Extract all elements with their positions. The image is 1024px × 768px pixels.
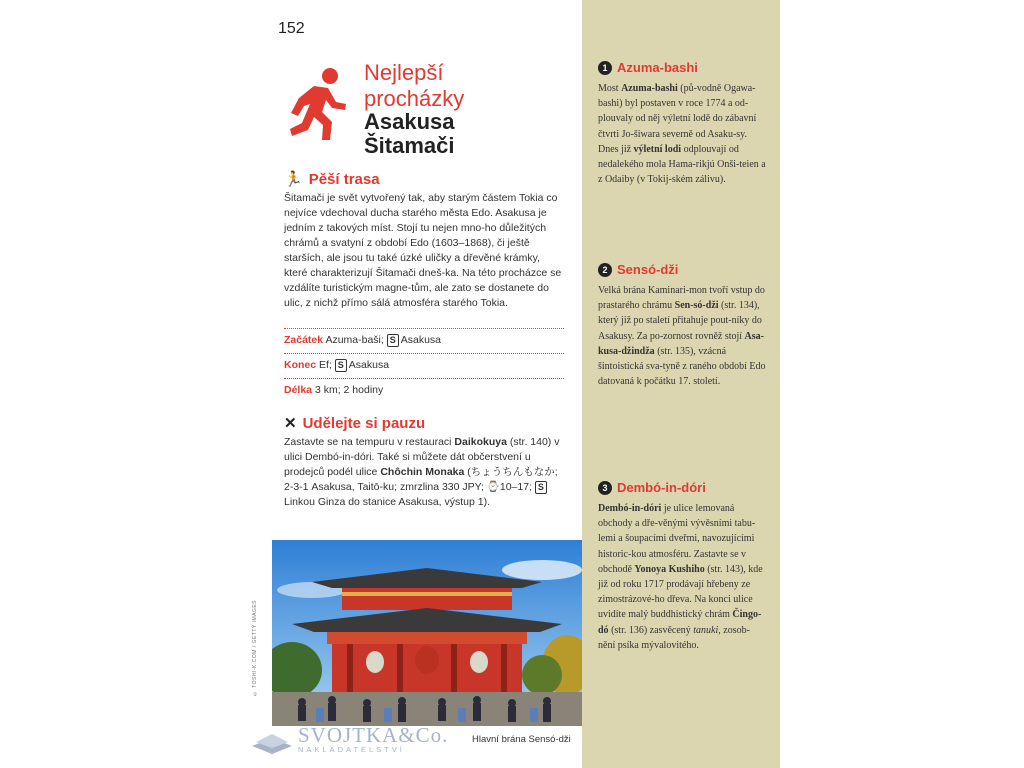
break-section-title <box>284 414 425 432</box>
stop-3-text-part: je ulice lemovaná obchody a dře-věnými vývěsními tabu-lemi a šoupacími dveřmi, navozujícími historic-kou atmosféru. Zastavte se v obchodě <box>598 503 756 575</box>
stop-2-text-part: (str. 134), který již po staletí přitahuje pout-níky do Asakusy. Za po-zornost rovněž stojí <box>598 300 762 342</box>
header-category-line2: procházky <box>364 86 465 111</box>
stop-3-text-part: (str. 136) zasvěcený <box>608 624 694 636</box>
stop-number-badge: 3 <box>598 481 612 495</box>
stop-3-bold: Dembó-in-dóri <box>598 503 662 514</box>
break-text-2: (str. 140) v ulici Dembó-in-dóri. Také si můžete dát občerstvení u prodejců podél ulice <box>284 436 560 478</box>
break-text-1: Zastavte se na tempuru v restauraci <box>284 436 452 448</box>
break-text-3: (ちょうちんもなか; 2-3-1 Asakusa, Taitō-ku; zmrzlina 330 JPY; ⌚10–17; <box>284 466 558 493</box>
walking-person-icon <box>284 66 350 142</box>
stop-3-bold: Yonoya Kushiho <box>634 563 705 575</box>
stop-3-title-text: Dembó-in-dóri <box>617 480 706 495</box>
page-number: 152 <box>278 20 305 37</box>
station-icon: S <box>535 481 547 494</box>
end-value: Ef; <box>319 359 332 371</box>
stop-2-text-part: Velká brána Kaminari-mon tvoří vstup do prastarého chrámu <box>598 285 765 312</box>
stop-2-title <box>598 262 678 277</box>
stop-2-title-text: Sensó-dži <box>617 262 679 277</box>
stop-2-text <box>598 283 766 389</box>
walking-person-small-icon: 🏃 <box>284 171 303 188</box>
stop-1-bold: Azuma-bashi <box>621 83 678 94</box>
station-icon: S <box>335 359 347 372</box>
stop-2-text-part: (str. 135), vzácná šintoistická sva-tyně z raného období Edo datovaná k počátku 17. století. <box>598 345 766 388</box>
start-label: Začátek <box>284 334 324 346</box>
walk-title: Pěší trasa <box>308 170 380 188</box>
stop-3-text <box>598 501 766 653</box>
start-station: Asakusa <box>400 334 442 346</box>
walk-section-title <box>284 170 380 188</box>
page-title-line2: Šitamači <box>364 133 455 158</box>
station-icon: S <box>387 334 399 347</box>
walk-body-text: Šitamači je svět vytvořený tak, aby starým částem Tokia co nejvíce vdechoval ducha starého města Edo. Asakusa je jedním z takových míst. Stojí tu nejen mno-ho důležitých chrámů a svatyní z období Edo (1603–1868), či ještě starších, ale jsou tu také úzké uličky a dřevěné krámky, které charakterizují Šitamači dneš-ka. Na této procházce se vzdálíte turistickým magne-tům, ale zato se dostanete do ulic, z nichž přímo sálá atmosféra starého Tokia. <box>284 192 562 309</box>
stop-3-italic: tanuki <box>693 624 719 636</box>
photo-caption: Hlavní brána Sensó-dži <box>472 734 571 745</box>
photo-credit: © TOSHI-K.COM / GETTY IMAGES <box>252 600 258 697</box>
stop-3-title <box>598 480 706 495</box>
shop-name: Chôchin Monaka <box>380 466 465 478</box>
watermark-name: SVOJTKA&Co. <box>298 722 449 747</box>
temple-gate-photo <box>272 540 582 726</box>
length-label: Délka <box>284 384 313 396</box>
stop-3-text-part: (str. 143), kde již od roku 1717 prodávají hřebeny ze zimostrázové-ho dřeva. Na konci ulice uvidíte malý buddhistický chrám <box>598 563 763 621</box>
stop-1-title-text: Azuma-bashi <box>617 60 698 75</box>
restaurant-name: Daikokuya <box>454 436 507 448</box>
watermark-sub: NAKLADATELSTVÍ <box>298 744 405 754</box>
break-body-text <box>284 435 564 510</box>
stop-1-text-part: odplouvají od nedalekého mola Hama-rikjú Onši-teien a z Odaiby (v Tokij-ském zálivu). <box>598 143 766 186</box>
book-logo-icon <box>250 724 294 754</box>
stop-1-text-part: Most <box>598 83 622 94</box>
stop-3-bold: Čingo-dó <box>598 609 762 636</box>
stop-1-bold: výletní lodi <box>633 143 682 155</box>
stop-number-badge: 1 <box>598 61 612 75</box>
break-title: Udělejte si pauzu <box>302 414 426 432</box>
end-station: Asakusa <box>348 359 390 371</box>
walk-start-row <box>284 328 564 347</box>
stop-3-text-part: , zosob-nění psíka mývalovitého. <box>598 624 750 651</box>
page-title-line1: Asakusa <box>364 109 455 134</box>
fork-knife-icon: ✕ <box>284 415 297 432</box>
stop-1-text <box>598 81 766 187</box>
end-label: Konec <box>284 359 317 371</box>
header-category-line1: Nejlepší <box>364 60 444 85</box>
stop-2-bold: Asa-kusa-džindža <box>598 330 764 357</box>
start-value: Azuma-baši; <box>325 334 384 346</box>
length-value: 3 km; 2 hodiny <box>314 384 384 396</box>
walk-end-row <box>284 353 564 372</box>
walk-length-row <box>284 378 564 396</box>
stop-1-title <box>598 60 698 75</box>
stop-1-text-part: (pů-vodně Ogawa-bashi) byl postaven v roce 1774 a od-plouvaly od něj výletní lodě do zábavní čtvrti Jo-šiwara severně od Asaku-sy. Dnes již <box>598 83 757 155</box>
publisher-watermark <box>250 724 448 754</box>
break-text-4: Linkou Ginza do stanice Asakusa, výstup 1). <box>284 496 491 508</box>
stop-2-bold: Sen-só-dži <box>674 300 719 312</box>
stop-number-badge: 2 <box>598 263 612 277</box>
